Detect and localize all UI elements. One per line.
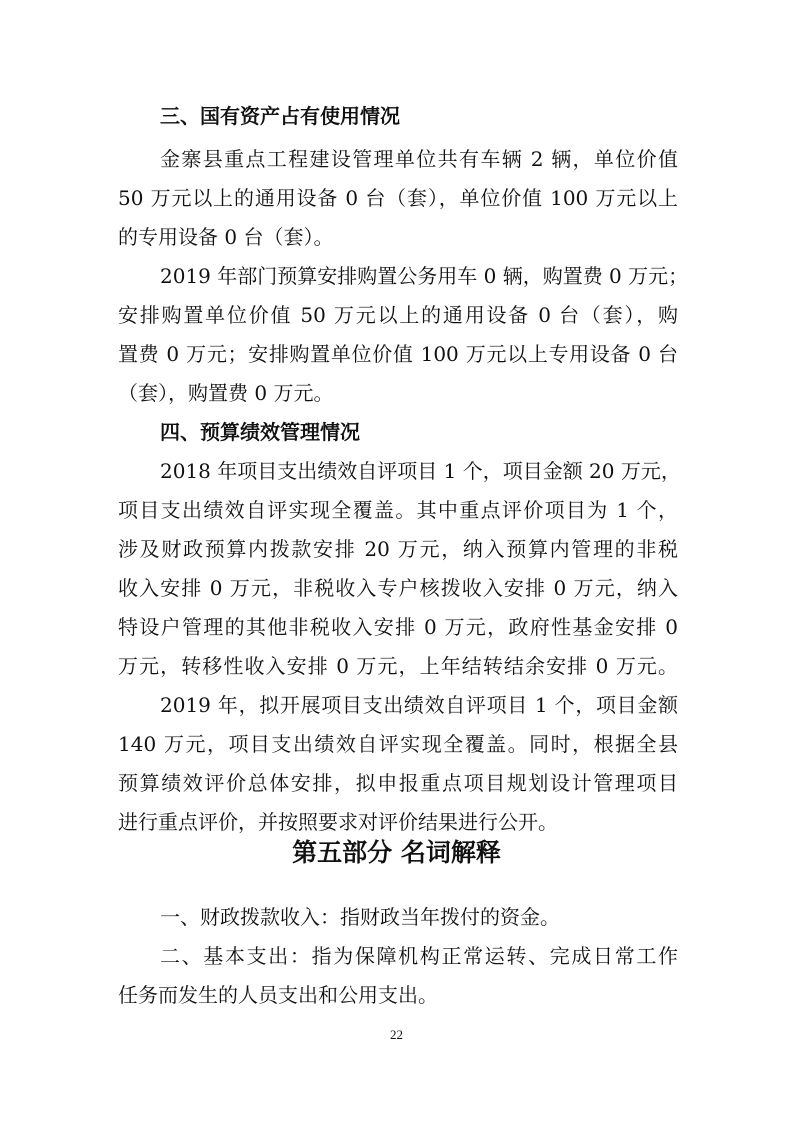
paragraph-line: 项目支出绩效自评实现全覆盖。其中重点评价项目为 1 个， [118,498,678,522]
paragraph-line: 金寨县重点工程建设管理单位共有车辆 2 辆，单位价值 [160,147,678,171]
paragraph-line: 万元，转移性收入安排 0 万元，上年结转结余安排 0 万元。 [118,654,678,678]
definition-item: 二、基本支出：指为保障机构正常运转、完成日常工作 [160,944,678,968]
paragraph-line: 涉及财政预算内拨款安排 20 万元，纳入预算内管理的非税 [118,537,678,561]
paragraph-line: 50 万元以上的通用设备 0 台（套），单位价值 100 万元以上 [118,186,678,210]
paragraph-line: 的专用设备 0 台（套）。 [118,225,334,249]
paragraph-line: 置费 0 万元；安排购置单位价值 100 万元以上专用设备 0 台 [118,342,678,366]
paragraph-line: 2019 年部门预算安排购置公务用车 0 辆，购置费 0 万元； [160,264,689,288]
paragraph-line: 预算绩效评价总体安排，拟申报重点项目规划设计管理项目 [118,771,678,795]
section-heading-performance: 四、预算绩效管理情况 [160,420,360,444]
paragraph-line: （套），购置费 0 万元。 [118,381,334,405]
paragraph-line: 特设户管理的其他非税收入安排 0 万元，政府性基金安排 0 [118,615,678,639]
paragraph-line: 140 万元，项目支出绩效自评实现全覆盖。同时，根据全县 [118,732,678,756]
paragraph-line: 收入安排 0 万元，非税收入专户核拨收入安排 0 万元，纳入 [118,576,678,600]
section-heading-assets: 三、国有资产占有使用情况 [160,104,400,128]
definition-item: 一、财政拨款收入：指财政当年拨付的资金。 [160,905,560,929]
paragraph-line: 进行重点评价，并按照要求对评价结果进行公开。 [118,810,558,834]
paragraph-line: 2018 年项目支出绩效自评项目 1 个，项目金额 20 万元， [160,459,681,483]
part-title: 第五部分 名词解释 [292,838,501,867]
paragraph-line: 2019 年，拟开展项目支出绩效自评项目 1 个，项目金额 [160,693,678,717]
definition-item: 任务而发生的人员支出和公用支出。 [118,983,438,1007]
page-number: 22 [390,1027,403,1042]
paragraph-line: 安排购置单位价值 50 万元以上的通用设备 0 台（套），购 [118,303,678,327]
